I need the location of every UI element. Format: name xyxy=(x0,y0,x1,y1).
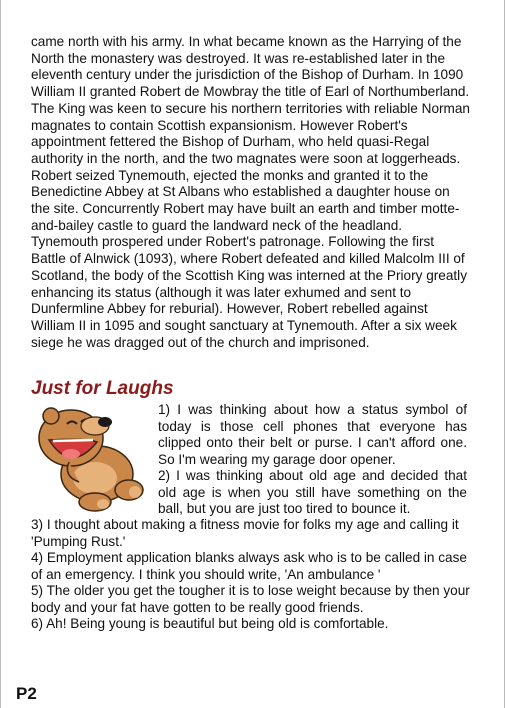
joke-item-6: 6) Ah! Being young is beautiful but being old is comfortable. xyxy=(31,616,389,631)
joke-item-3: 3) I thought about making a fitness movie for folks my age and calling it 'Pumping Rust.' xyxy=(31,517,459,549)
joke-item-5: 5) The older you get the tougher it is to lose weight because by then your body and your fat have gotten to be really good friends. xyxy=(31,583,470,615)
history-paragraph: came north with his army. In what became known as the Harrying of the North the monastery was destroyed. It was re-established later in the eleventh century under the jurisdiction of the Bishop of Durham. In 1090 William II granted Robert de Mowbray the title of Earl of Northumberland. The King was keen to secure his northern territories with reliable Norman magnates to contain Scottish expansionism. However Robert's appointment fettered the Bishop of Durham, who held quasi-Regal authority in the north, and the two magnates were soon at loggerheads. Robert seized Tynemouth, ejected the monks and granted it to the Benedictine Abbey at St Albans who established a daughter house on the site. Concurrently Robert may have built an earth and timber motte-and-bailey castle to guard the landward neck of the headland. Tynemouth prospered under Robert's patronage. Following the first Battle of Alnwick (1093), where Robert defeated and killed Malcolm III of Scotland, the body of the Scottish King was interned at the Priory greatly enhancing its status (although it was later exhumed and sent to Dunfermline Abbey for reburial). However, Robert rebelled against William II in 1095 and sought sanctuary at Tynemouth. After a six week siege he was dragged out of the church and imprisoned. xyxy=(31,34,470,350)
joke-item-2: 2) I was thinking about old age and decided that old age is when you still have something on the ball, but you are just too tired to bounce it. xyxy=(158,468,467,517)
section-title: Just for Laughs xyxy=(31,378,174,399)
joke-item-1: 1) I was thinking about how a status symbol of today is those cell phones that everyone has clipped onto their belt or purse. I can't afford one. So I'm wearing my garage door opener. xyxy=(158,402,467,467)
joke-item-4: 4) Employment application blanks always ask who is to be called in case of an emergency. I think you should write, 'An ambulance ' xyxy=(31,550,467,582)
page-number: P2 xyxy=(16,684,37,703)
laughing-bear-illustration xyxy=(29,402,155,514)
